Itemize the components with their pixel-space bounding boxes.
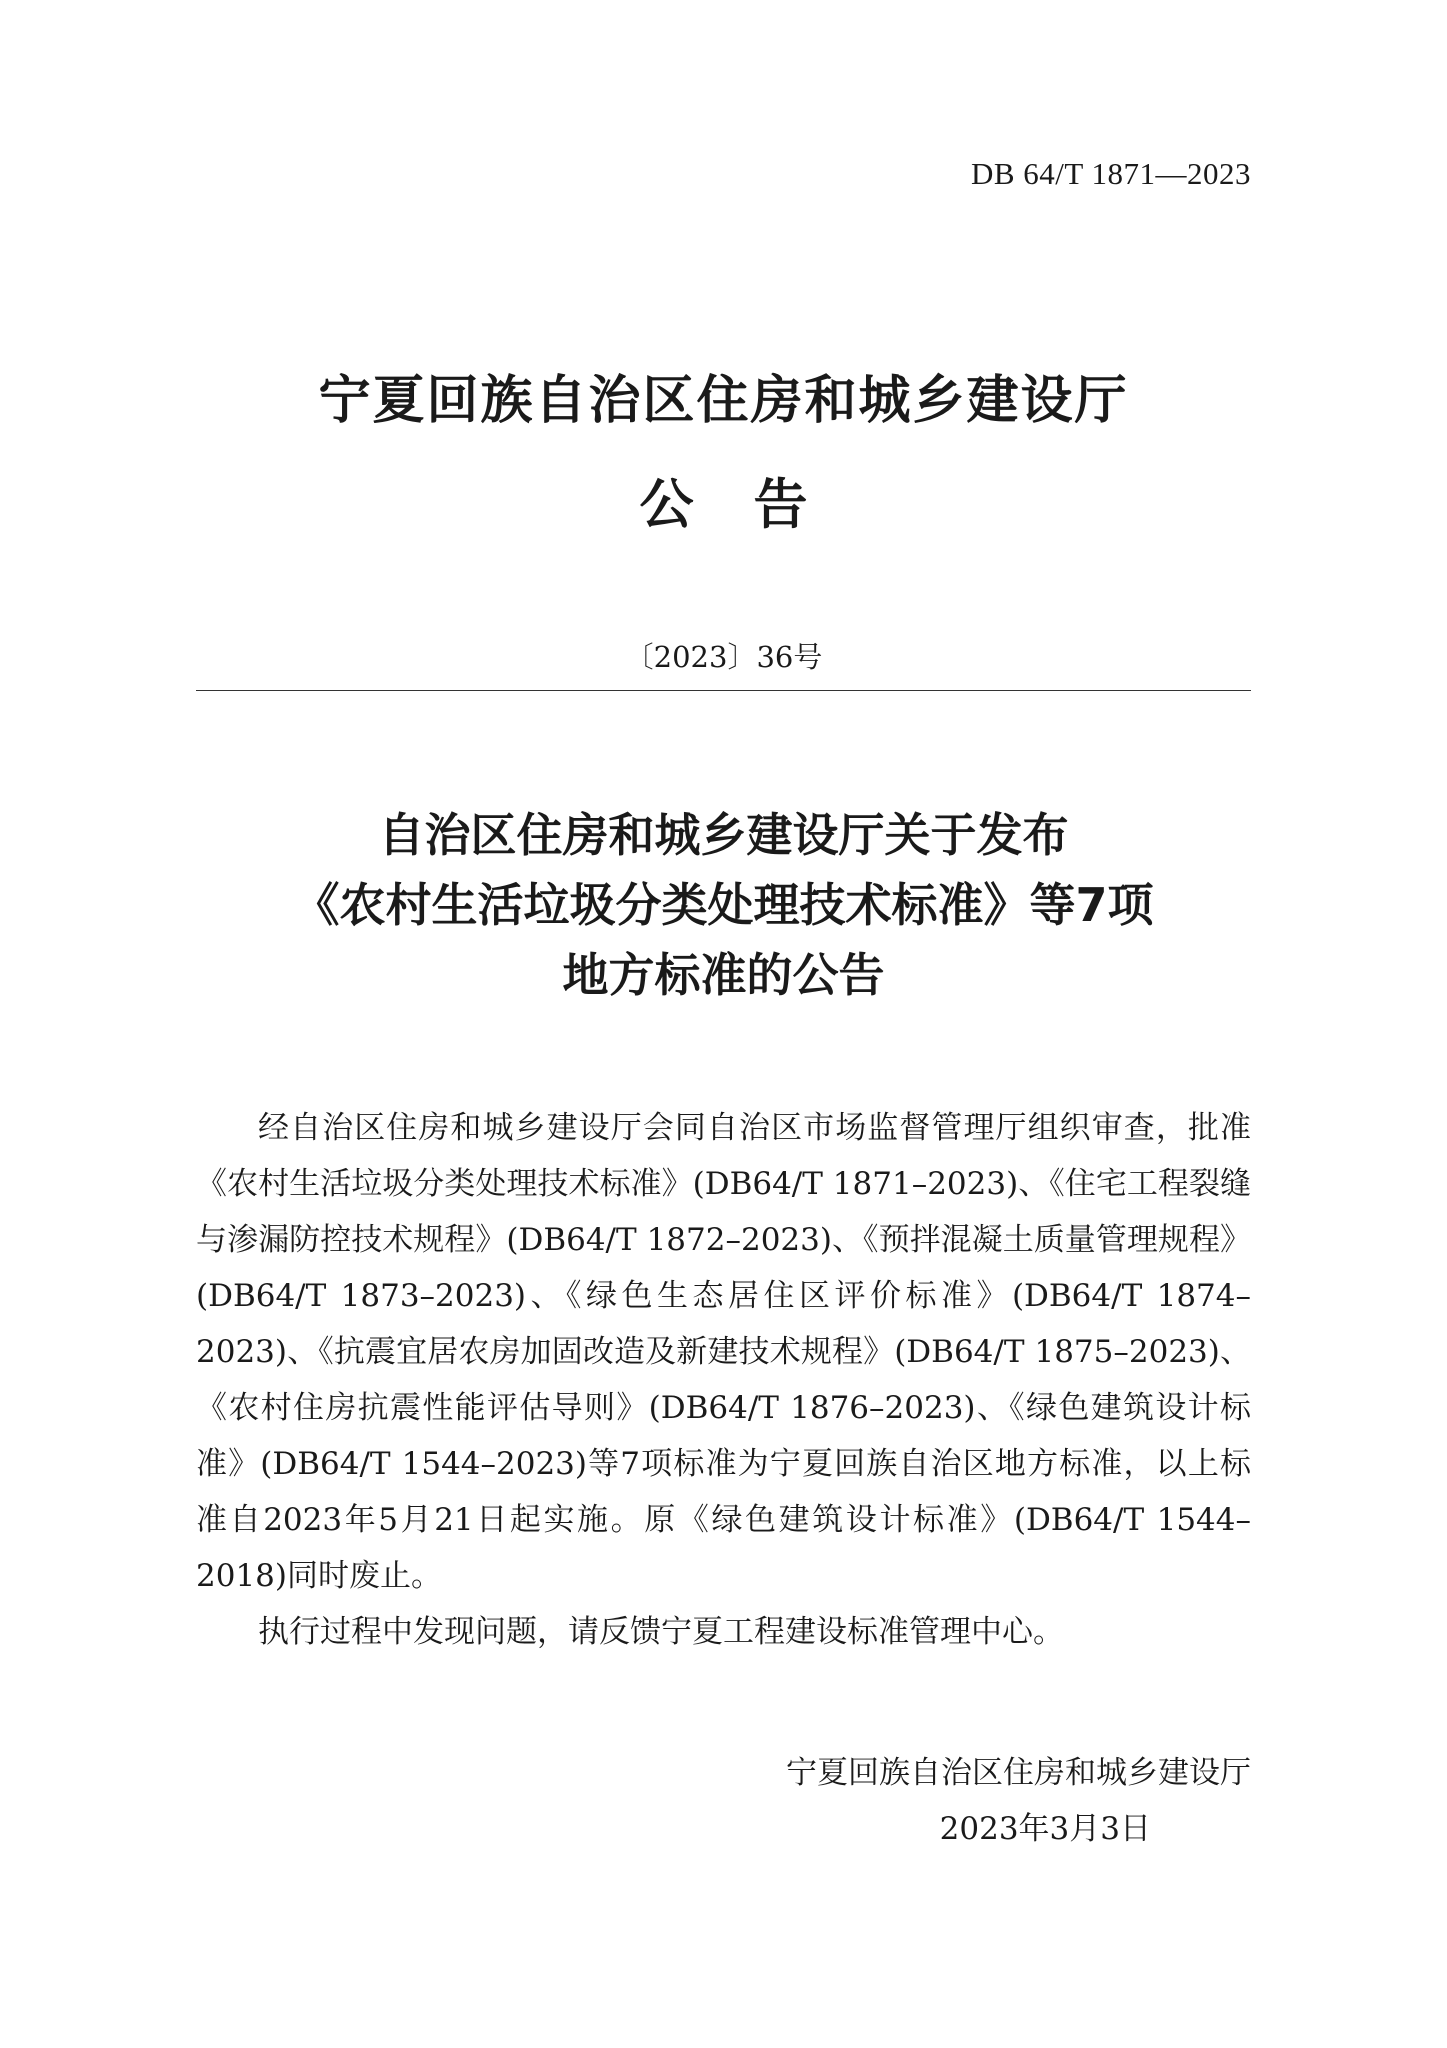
announcement-body (196, 1100, 1251, 1660)
body-paragraph: 执行过程中发现问题，请反馈宁夏工程建设标准管理中心。 (258, 1614, 1064, 1650)
announcement-title-line: 《农村生活垃圾分类处理技术标准》等7项 (293, 878, 1154, 932)
announcement-title (0, 800, 1447, 1010)
header-divider (196, 690, 1251, 691)
document-type-heading: 公告 (639, 473, 868, 536)
announcement-title-line: 自治区住房和城乡建设厅关于发布 (378, 808, 1069, 862)
announcement-title-line: 地方标准的公告 (562, 948, 885, 1002)
signature-issuer: 宁夏回族自治区住房和城乡建设厅 (786, 1755, 1251, 1791)
signature-block (786, 1745, 1251, 1857)
standard-code: DB 64/T 1871—2023 (970, 156, 1251, 191)
signature-date: 2023年3月3日 (939, 1811, 1151, 1847)
body-paragraph: 经自治区住房和城乡建设厅会同自治区市场监督管理厅组织审查，批准《农村生活垃圾分类处理技术标准》(DB64/T 1871–2023)、《住宅工程裂缝与渗漏防控技术规程》(DB64/T 1872–2023)、《预拌混凝土质量管理规程》(DB64/T 1873–2023)、《绿色生态居住区评价标准》(DB64/T 1874–2023)、《抗震宜居农房加固改造及新建技术规程》(DB64/T 1875–2023)、《农村住房抗震性能评估导则》(DB64/T 1876–2023)、《绿色建筑设计标准》(DB64/T 1544–2023)等7项标准为宁夏回族自治区地方标准，以上标准自2023年5月21日起实施。原《绿色建筑设计标准》(DB64/T 1544–2018)同时废止。 (196, 1110, 1251, 1594)
issuing-agency-heading: 宁夏回族自治区住房和城乡建设厅 (318, 371, 1129, 431)
document-number: 〔2023〕36号 (624, 640, 823, 674)
